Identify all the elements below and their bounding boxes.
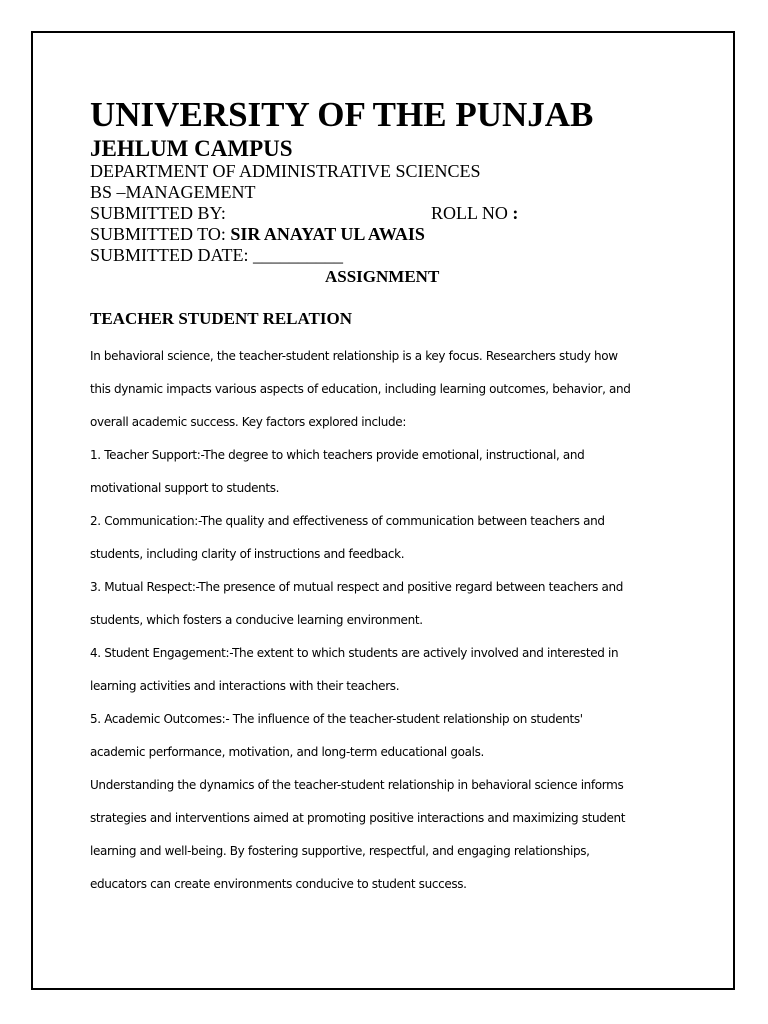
body-line: In behavioral science, the teacher-student relationship is a key focus. Researchers study how bbox=[90, 349, 618, 363]
roll-no-label: ROLL NO bbox=[431, 203, 513, 223]
university-title: UNIVERSITY OF THE PUNJAB bbox=[90, 95, 594, 134]
submitted-by-line: SUBMITTED BY: bbox=[90, 203, 226, 223]
submitted-to-line bbox=[90, 224, 425, 245]
body-line: 2. Communication:-The quality and effectiveness of communication between teachers and bbox=[90, 514, 605, 528]
body-line: students, which fosters a conducive learning environment. bbox=[90, 613, 423, 627]
body-line: 5. Academic Outcomes:- The influence of the teacher-student relationship on students' bbox=[90, 712, 583, 726]
body-line: students, including clarity of instructions and feedback. bbox=[90, 547, 405, 561]
section-heading: TEACHER STUDENT RELATION bbox=[90, 309, 352, 328]
body-line: 1. Teacher Support:-The degree to which teachers provide emotional, instructional, and bbox=[90, 448, 585, 462]
roll-no-line bbox=[431, 203, 518, 224]
body-line: this dynamic impacts various aspects of education, including learning outcomes, behavior, and bbox=[90, 382, 631, 396]
submitted-date-line: SUBMITTED DATE: __________ bbox=[90, 245, 343, 265]
body-line: academic performance, motivation, and long-term educational goals. bbox=[90, 745, 484, 759]
campus-title: JEHLUM CAMPUS bbox=[90, 136, 293, 161]
assignment-label: ASSIGNMENT bbox=[325, 267, 440, 286]
body-line: learning and well-being. By fostering supportive, respectful, and engaging relationships, bbox=[90, 844, 590, 858]
submitted-to-label: SUBMITTED TO: bbox=[90, 224, 231, 244]
roll-no-colon: : bbox=[512, 203, 519, 223]
department-line: DEPARTMENT OF ADMINISTRATIVE SCIENCES bbox=[90, 161, 481, 181]
body-line: 3. Mutual Respect:-The presence of mutual respect and positive regard between teachers and bbox=[90, 580, 624, 594]
submitted-to-name: SIR ANAYAT UL AWAIS bbox=[230, 224, 425, 244]
body-line: overall academic success. Key factors explored include: bbox=[90, 415, 407, 429]
body-line: strategies and interventions aimed at promoting positive interactions and maximizing student bbox=[90, 811, 626, 825]
program-line: BS –MANAGEMENT bbox=[90, 182, 256, 202]
body-line: Understanding the dynamics of the teacher-student relationship in behavioral science informs bbox=[90, 778, 624, 792]
body-line: 4. Student Engagement:-The extent to which students are actively involved and interested in bbox=[90, 646, 619, 660]
body-line: educators can create environments conducive to student success. bbox=[90, 877, 467, 891]
body-line: learning activities and interactions with their teachers. bbox=[90, 679, 400, 693]
body-line: motivational support to students. bbox=[90, 481, 280, 495]
